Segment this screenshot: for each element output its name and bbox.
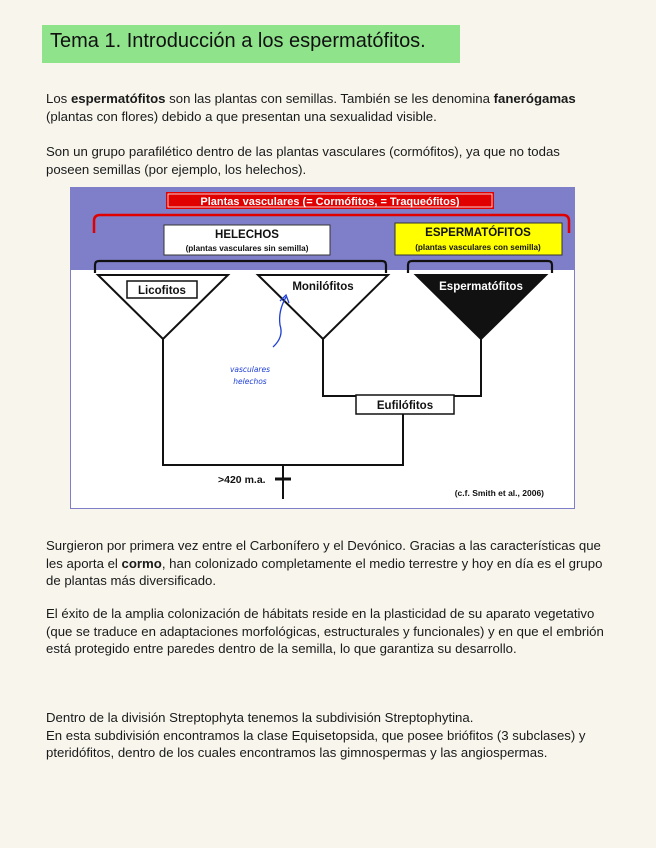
p1-text-c: son las plantas con semillas. También se les denomina [165, 91, 494, 106]
vascular-label: Plantas vasculares (= Cormófitos, = Traqueófitos) [200, 196, 460, 208]
euphyllophytes-label: Eufilófitos [376, 400, 434, 412]
phylogeny-diagram [70, 187, 575, 509]
page-title [42, 25, 460, 63]
paragraph-3 [46, 537, 606, 590]
p1-text-d: (plantas con flores) debido a que presentan una sexualidad visible. [46, 108, 437, 124]
spermatophytes-title: ESPERMATÓFITOS [425, 227, 531, 239]
monilophytes-label: Monilófitos [292, 281, 354, 293]
ferns-title: HELECHOS [215, 229, 279, 241]
p3-bold-cormo: cormo [121, 555, 162, 571]
ferns-subtitle: (plantas vasculares sin semilla) [185, 244, 309, 253]
paragraph-2: Son un grupo parafilético dentro de las plantas vasculares (cormófitos), ya que no todas poseen semillas (por ejemplo, los helechos). [46, 144, 560, 177]
lycophytes-label: Licofitos [138, 285, 186, 297]
citation: (c.f. Smith et al., 2006) [454, 488, 544, 498]
spermatophytes-subtitle: (plantas vasculares con semilla) [415, 243, 541, 252]
paragraph-5 [46, 709, 606, 762]
p1-text-a: Los [46, 91, 71, 106]
p5-line-b: En esta subdivisión encontramos la clase Equisetopsida, que posee briófitos (3 subclases) y pteridófitos, dentro de los cuales encontramos las gimnospermas y las angiospermas. [46, 727, 586, 760]
p3-text-a: Surgieron por primera vez entre el Carbonífero y el Devónico. Gracias a las características que les aporta el [46, 538, 601, 571]
annotation-line-1: vasculares [229, 365, 271, 374]
annotation-line-2: helechos [233, 377, 267, 386]
p1-bold-espermatofitos: espermatófitos [70, 91, 166, 106]
paragraph-1 [46, 90, 606, 125]
age-label: >420 m.a. [218, 474, 266, 486]
p5-line-a: Dentro de la división Streptophyta tenemos la subdivisión Streptophytina. [46, 710, 474, 725]
p1-bold-fanerogamas: fanerógamas [493, 91, 576, 106]
paragraph-4: El éxito de la amplia colonización de hábitats reside en la plasticidad de su aparato vegetativo (que se traduce en adaptaciones morfológicas, estructurales y funcionales) y en que el embrión está protegido entre paredes dentro de la semilla, lo que garantiza su desarrollo. [46, 606, 604, 656]
page-title-text: Tema 1. Introducción a los espermatófitos. [50, 30, 426, 52]
p3-text-c: , han colonizado completamente el medio terrestre y hoy en día es el grupo de plantas más diversificado. [46, 555, 603, 588]
spermatophytes-label: Espermatófitos [439, 281, 523, 293]
